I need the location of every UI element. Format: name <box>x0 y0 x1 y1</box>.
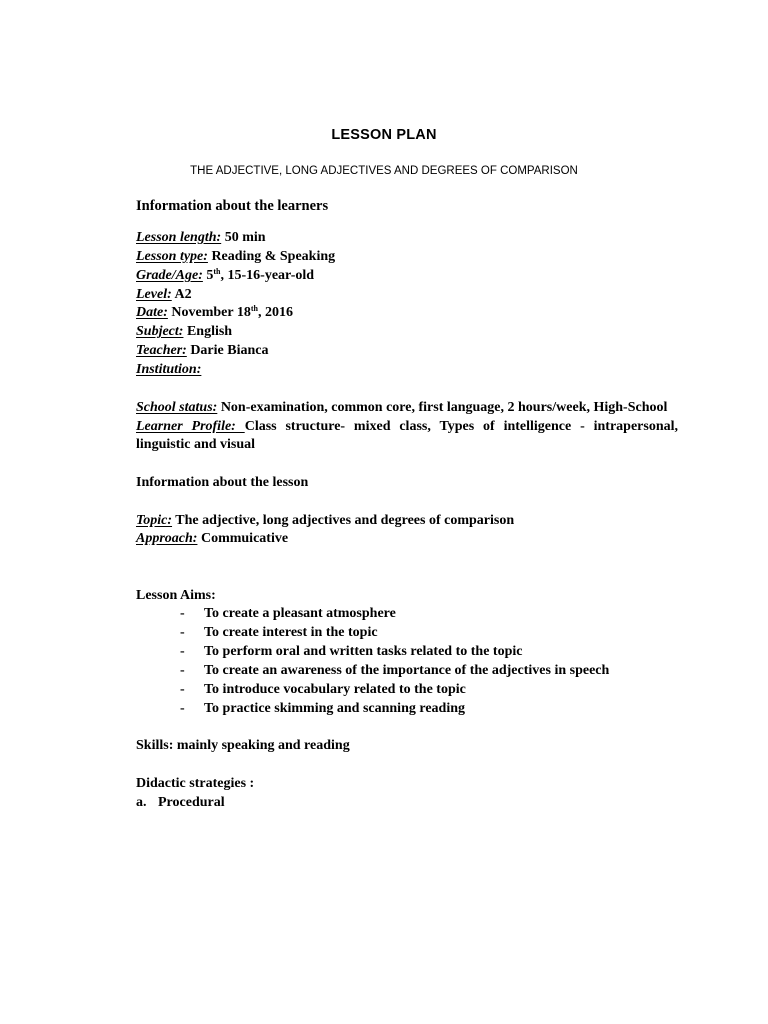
skills-line: Skills: mainly speaking and reading <box>136 738 350 753</box>
didactic-heading: Didactic strategies : <box>136 776 255 791</box>
aim-bullet: - <box>180 663 185 678</box>
level-line <box>136 287 192 303</box>
school-status-line <box>136 400 667 416</box>
didactic-item-text: Procedural <box>158 795 225 810</box>
grade-age-value: 5 <box>202 268 214 283</box>
grade-age-superscript: th <box>213 267 221 276</box>
grade-age-line <box>136 268 314 284</box>
grade-age-label: Grade/Age: <box>136 268 203 283</box>
lesson-section-heading: Information about the lesson <box>136 475 309 490</box>
aim-item <box>180 644 522 660</box>
subject-value: English <box>183 324 233 339</box>
aims-heading: Lesson Aims: <box>136 588 216 603</box>
approach-value: Commuicative <box>197 531 289 546</box>
aim-text: To create an awareness of the importance of the adjectives in speech <box>204 663 610 678</box>
lesson-length-line <box>136 230 266 246</box>
date-label: Date: <box>136 305 168 320</box>
aim-bullet: - <box>180 682 185 697</box>
institution-line <box>136 362 201 378</box>
aim-item <box>180 701 465 717</box>
institution-label: Institution: <box>136 362 202 377</box>
lesson-type-line <box>136 249 335 265</box>
learner-profile-value: Class structure- mixed class, Types of intelligence - intrapersonal, <box>244 419 678 434</box>
aim-bullet: - <box>180 644 185 659</box>
document-title: LESSON PLAN <box>331 127 437 143</box>
lesson-type-value: Reading & Speaking <box>207 249 336 264</box>
school-status-label: School status: <box>136 400 218 415</box>
level-value: A2 <box>171 287 192 302</box>
subject-label: Subject: <box>136 324 184 339</box>
didactic-item <box>136 795 225 811</box>
lesson-type-label: Lesson type: <box>136 249 208 264</box>
aim-bullet: - <box>180 625 185 640</box>
document-subtitle: THE ADJECTIVE, LONG ADJECTIVES AND DEGREES OF COMPARISON <box>190 165 578 177</box>
level-label: Level: <box>136 287 172 302</box>
topic-label: Topic: <box>136 513 173 528</box>
subject-line <box>136 324 232 340</box>
teacher-line <box>136 343 268 359</box>
aim-text: To practice skimming and scanning reading <box>204 701 465 716</box>
aim-item <box>180 625 378 641</box>
date-superscript: th <box>250 304 258 313</box>
aim-text: To introduce vocabulary related to the topic <box>204 682 466 697</box>
approach-line <box>136 531 288 547</box>
aim-text: To perform oral and written tasks related to the topic <box>204 644 523 659</box>
teacher-value: Darie Bianca <box>186 343 269 358</box>
learner-profile-continuation: linguistic and visual <box>136 437 256 452</box>
learner-profile-line <box>136 418 678 435</box>
topic-line <box>136 513 514 529</box>
date-value-rest: , 2016 <box>257 305 293 320</box>
topic-value: The adjective, long adjectives and degrees of comparison <box>172 513 515 528</box>
aim-item <box>180 663 609 679</box>
lesson-length-value: 50 min <box>221 230 266 245</box>
aim-bullet: - <box>180 606 185 621</box>
aim-item <box>180 682 466 698</box>
school-status-value: Non-examination, common core, first language, 2 hours/week, High-School <box>217 400 668 415</box>
aim-bullet: - <box>180 701 185 716</box>
approach-label: Approach: <box>136 531 198 546</box>
didactic-item-marker: a. <box>136 795 147 810</box>
aim-text: To create interest in the topic <box>204 625 378 640</box>
grade-age-value-rest: , 15-16-year-old <box>220 268 315 283</box>
lesson-length-label: Lesson length: <box>136 230 222 245</box>
aim-item <box>180 606 396 622</box>
date-value: November 18 <box>167 305 251 320</box>
date-line <box>136 305 293 321</box>
aim-text: To create a pleasant atmosphere <box>204 606 396 621</box>
learner-profile-label: Learner Profile: <box>136 419 245 434</box>
teacher-label: Teacher: <box>136 343 187 358</box>
learners-section-heading: Information about the learners <box>136 198 329 214</box>
